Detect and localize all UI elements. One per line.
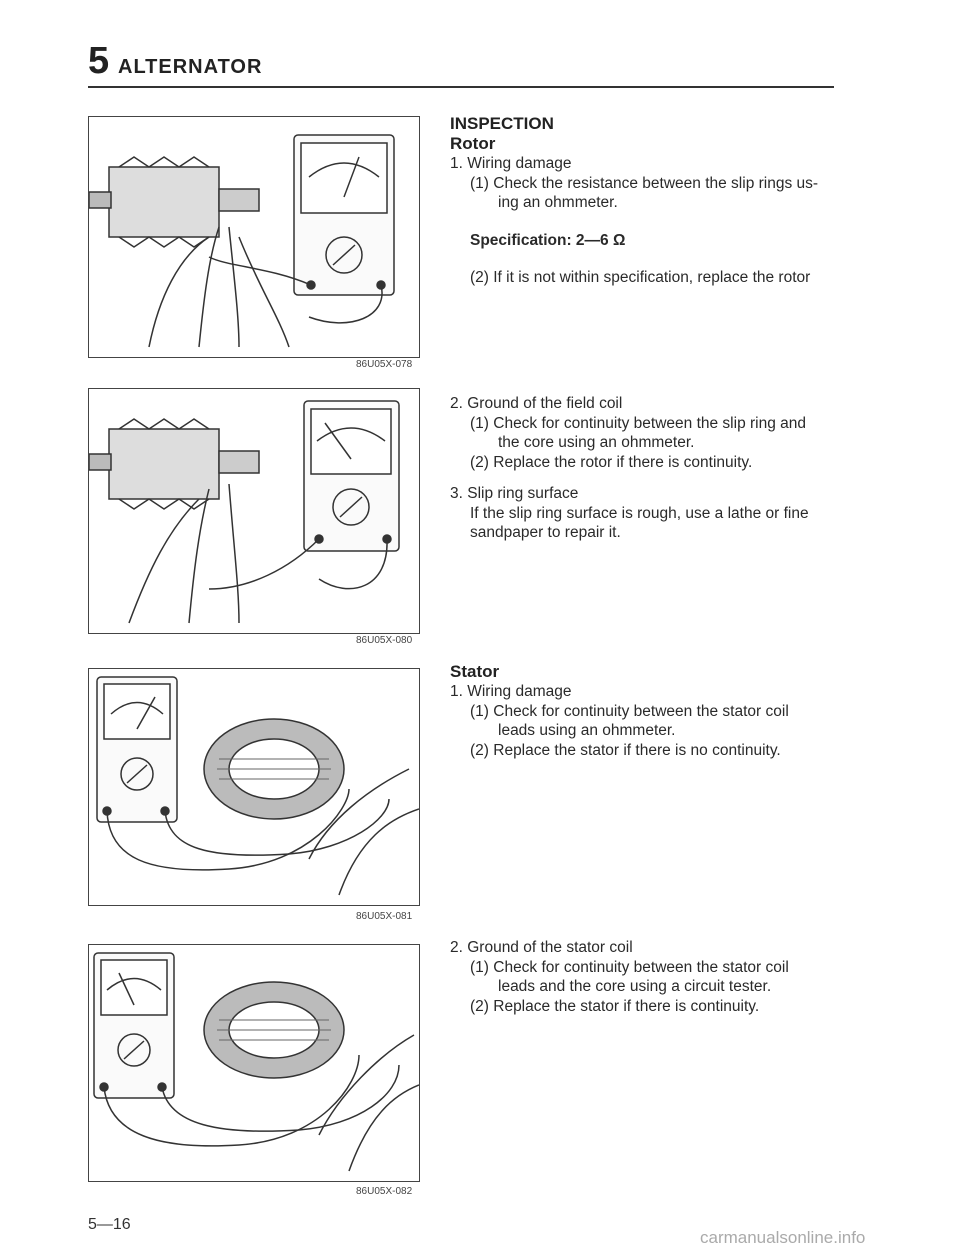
stator-ohmmeter-illustration xyxy=(89,669,419,905)
stator-step-2: 2. Ground of the stator coil xyxy=(450,939,633,956)
page-number: 5—16 xyxy=(88,1216,131,1233)
rotor-step-3-line-2: sandpaper to repair it. xyxy=(470,524,621,541)
stator-coil-ground-section xyxy=(450,938,840,1016)
rotor-step-1-sub-1-cont: ing an ohmmeter. xyxy=(498,194,618,211)
stator-step-1-sub-1: (1) Check for continuity between the stator coil xyxy=(470,702,789,720)
watermark: carmanualsonline.info xyxy=(700,1228,866,1247)
stator-ground-illustration xyxy=(89,945,419,1181)
figure-rotor-ohmmeter xyxy=(88,116,420,358)
rotor-step-2-sub-2: (2) Replace the rotor if there is continuity. xyxy=(470,453,753,471)
rotor-heading: Rotor xyxy=(450,134,496,153)
rotor-step-2-sub-1: (1) Check for continuity between the slip ring and xyxy=(470,414,807,432)
stator-step-2-sub-1-cont: leads and the core using a circuit tester. xyxy=(498,978,772,995)
rotor-step-3: 3. Slip ring surface xyxy=(450,485,579,502)
stator-step-2-sub-2: (2) Replace the stator if there is continuity. xyxy=(470,997,760,1015)
stator-step-1-sub-2: (2) Replace the stator if there is no continuity. xyxy=(470,741,781,759)
figure-code-080: 86U05X-080 xyxy=(356,635,413,646)
figure-rotor-ground xyxy=(88,388,420,634)
rotor-ohmmeter-illustration xyxy=(89,117,419,357)
chapter-title: ALTERNATOR xyxy=(118,56,263,78)
rotor-step-1: 1. Wiring damage xyxy=(450,155,572,172)
stator-step-1: 1. Wiring damage xyxy=(450,683,572,700)
page-header xyxy=(88,40,834,88)
figure-stator-ohmmeter xyxy=(88,668,420,906)
rotor-specification: Specification: 2—6 Ω xyxy=(470,231,626,249)
figure-code-081: 86U05X-081 xyxy=(356,911,413,922)
chapter-number: 5 xyxy=(88,40,110,82)
rotor-step-2-sub-1-cont: the core using an ohmmeter. xyxy=(498,434,695,451)
stator-step-1-sub-1-cont: leads using an ohmmeter. xyxy=(498,722,676,739)
figure-stator-ground xyxy=(88,944,420,1182)
inspection-rotor-section xyxy=(450,114,840,288)
rotor-step-1-sub-2: (2) If it is not within specification, replace the rotor xyxy=(470,269,811,286)
stator-step-2-sub-1: (1) Check for continuity between the stator coil xyxy=(470,958,789,976)
rotor-ground-illustration xyxy=(89,389,419,633)
stator-section xyxy=(450,662,840,760)
figure-code-082: 86U05X-082 xyxy=(356,1186,413,1197)
field-coil-section xyxy=(450,394,840,543)
figure-code-078: 86U05X-078 xyxy=(356,359,413,370)
stator-heading: Stator xyxy=(450,662,500,681)
rotor-step-3-line-1: If the slip ring surface is rough, use a lathe or fine xyxy=(470,504,809,522)
inspection-heading: INSPECTION xyxy=(450,114,554,133)
rotor-step-2: 2. Ground of the field coil xyxy=(450,395,623,412)
rotor-step-1-sub-1: (1) Check the resistance between the slip rings us- xyxy=(470,174,819,192)
